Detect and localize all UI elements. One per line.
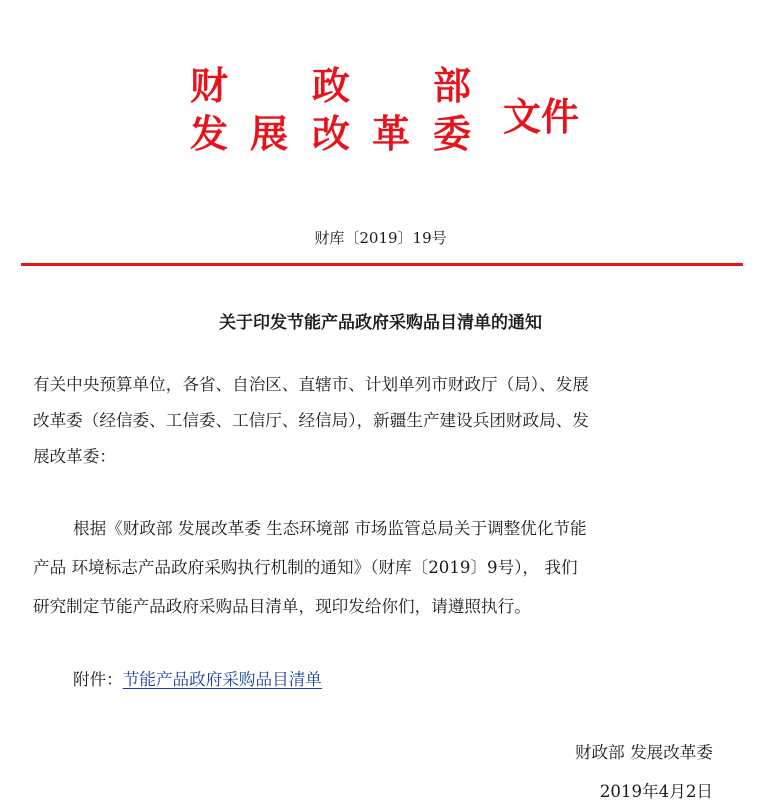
header-char: 改 [312,111,351,156]
header-char: 委 [433,111,472,156]
body-line: 根据《财政部 发展改革委 生态环境部 市场监管总局关于调整优化节能 [73,519,587,538]
recipients-line: 展改革委： [33,447,116,466]
body-line: 产品 环境标志产品政府采购执行机制的通知》（财库〔2019〕9号）， 我们 [33,558,578,577]
red-divider [21,263,743,266]
signature-date: 2019年4月2日 [599,782,713,801]
body-line: 研究制定节能产品政府采购品目清单，现印发给你们，请遵照执行。 [33,597,531,616]
recipients-line: 有关中央预算单位，各省、自治区、直辖市、计划单列市财政厅（局）、发展 [33,375,589,394]
header-char: 发 [190,111,229,156]
document-number: 财库〔2019〕19号 [314,229,447,247]
header-char: 财 [190,63,229,108]
header-char: 政 [312,63,351,108]
attachment-label: 附件： [73,670,123,689]
header-char: 革 [372,111,411,156]
attachment-link[interactable]: 节能产品政府采购品目清单 [122,670,322,689]
document-title: 关于印发节能产品政府采购品目清单的通知 [219,313,542,333]
recipients-line: 改革委（经信委、工信委、工信厅、经信局），新疆生产建设兵团财政局、发 [33,411,589,430]
attachment-row [73,670,322,690]
header-wenjian: 文件 [503,94,580,139]
header-char: 部 [433,63,472,108]
signature-issuers: 财政部 发展改革委 [574,743,713,762]
header-char: 展 [250,111,289,156]
